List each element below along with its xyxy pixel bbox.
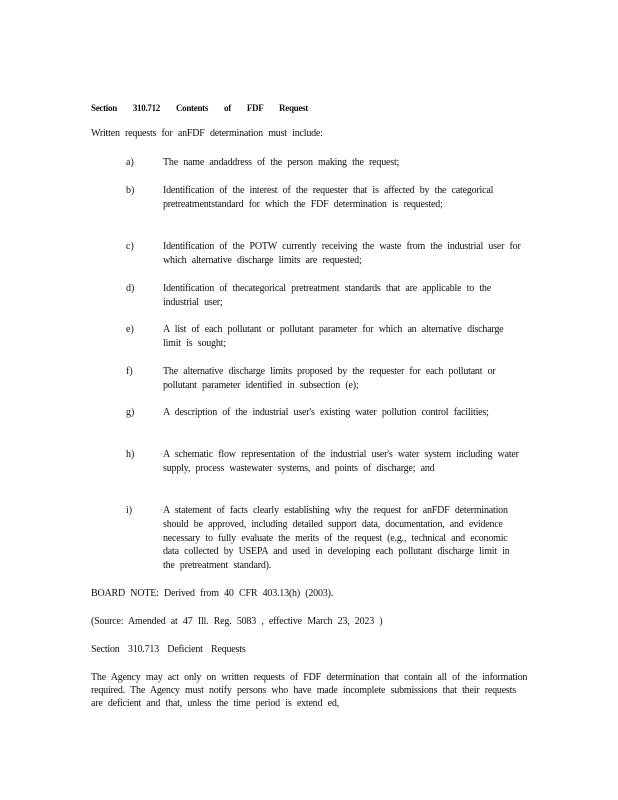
item-letter: b)	[126, 185, 135, 196]
item-text: A description of the industrial user's existing water pollution control facilities;	[163, 407, 489, 418]
item-letter: e)	[126, 324, 134, 335]
section-heading: Section 310.712 Contents of FDF Request	[91, 103, 308, 113]
item-text: A list of each pollutant or pollutant parameter for which an alternative discharge limit is sought;	[163, 324, 504, 349]
item-letter: g)	[126, 407, 135, 418]
item-letter: h)	[126, 449, 135, 460]
section-heading-2: Section 310.713 Deficient Requests	[91, 644, 246, 655]
item-text: Identification of the POTW currently receiving the waste from the industrial user for which alternative discharge limits are requested;	[163, 241, 521, 266]
item-text: The alternative discharge limits proposed by the requester for each pollutant or pollutant parameter identified in subsection (e);	[163, 366, 496, 391]
item-text: A schematic flow representation of the industrial user's water system including water supply, process wastewater systems, and points of discharge; and	[163, 449, 519, 474]
board-note: BOARD NOTE: Derived from 40 CFR 403.13(h) (2003).	[91, 588, 334, 599]
item-letter: i)	[126, 505, 133, 516]
item-letter: f)	[126, 366, 133, 377]
section-body-2: The Agency may act only on written requests of FDF determination that contain all of the information required. The Agency must notify persons who have made incomplete submissions that their requests are deficient and that, unless the time period is extend ed,	[91, 672, 528, 709]
item-letter: c)	[126, 241, 134, 252]
item-letter: a)	[126, 157, 134, 168]
intro-paragraph: Written requests for anFDF determination must include:	[91, 128, 323, 139]
source-note: (Source: Amended at 47 Ill. Reg. 5083 , effective March 23, 2023 )	[91, 616, 383, 627]
item-text: Identification of thecategorical pretreatment standards that are applicable to the industrial user;	[163, 283, 491, 308]
item-letter: d)	[126, 283, 135, 294]
item-text: Identification of the interest of the requester that is affected by the categorical pretreatmentstandard for which the FDF determination is requested;	[163, 185, 494, 210]
item-text: The name andaddress of the person making the request;	[163, 157, 400, 168]
item-text: A statement of facts clearly establishing why the request for anFDF determination should be approved, including detailed support data, documentation, and evidence necessary to fully evaluate the merits of the request (e.g., technical and economic data collected by USEPA and used in developing each pollutant discharge limit in the pretreatment standard).	[163, 505, 510, 572]
